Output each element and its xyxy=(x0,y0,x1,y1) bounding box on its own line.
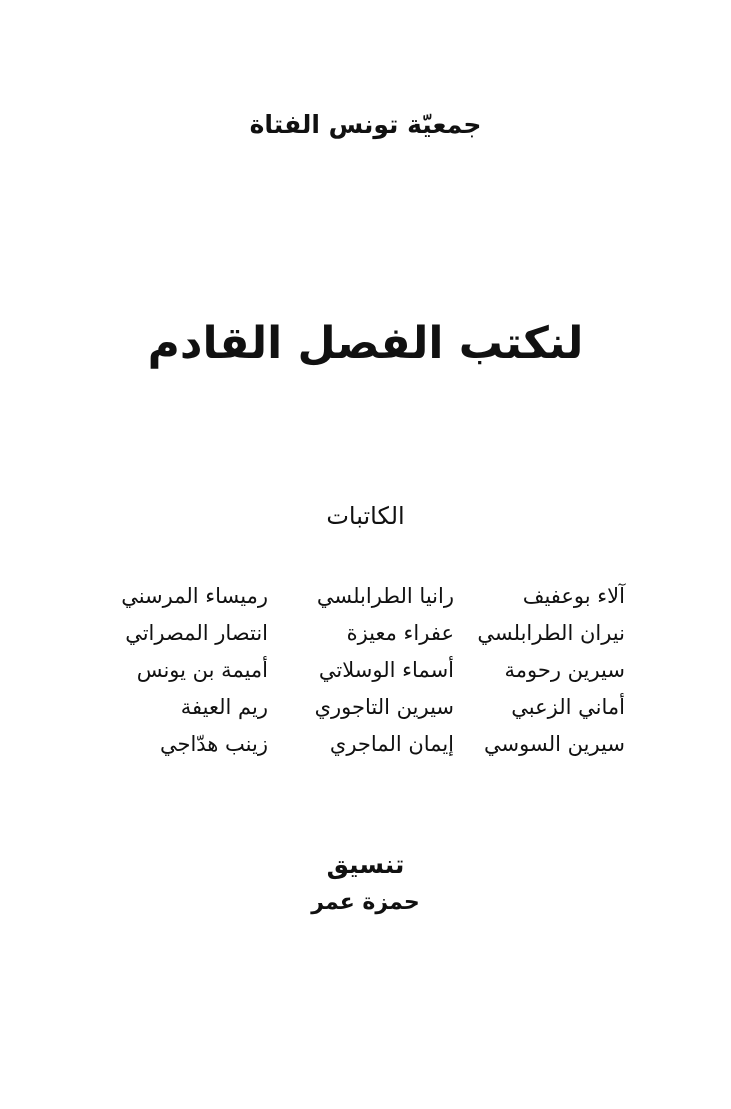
author-name: آلاء بوعفيف xyxy=(522,584,625,608)
author-name: ريم العيفة xyxy=(180,695,268,719)
author-name: أسماء الوسلاتي xyxy=(318,658,454,682)
author-name: زينب هدّاجي xyxy=(159,732,268,756)
author-name: سيرين التاجوري xyxy=(314,695,454,719)
author-name: نيران الطرابلسي xyxy=(477,621,625,645)
authors-heading: الكاتبات xyxy=(326,502,405,530)
authors-column-1 xyxy=(460,578,625,763)
author-name: عفراء معيزة xyxy=(346,621,454,645)
organization-name: جمعيّة تونس الفتاة xyxy=(249,110,482,139)
authors-column-3 xyxy=(118,578,268,763)
author-name: أماني الزعبي xyxy=(511,695,625,719)
author-name: سيرين السوسي xyxy=(484,732,625,756)
authors-column-2 xyxy=(274,578,454,763)
authors-list xyxy=(118,578,625,763)
author-name: رميساء المرسني xyxy=(121,584,268,608)
coordinator-name: حمزة عمر xyxy=(311,890,420,915)
coordination-heading: تنسيق xyxy=(326,850,405,879)
author-name: إيمان الماجري xyxy=(329,732,454,756)
author-name: سيرين رحومة xyxy=(504,658,625,682)
author-name: أميمة بن يونس xyxy=(136,658,268,682)
author-name: انتصار المصراتي xyxy=(125,621,268,645)
book-title: لنكتب الفصل القادم xyxy=(147,318,584,369)
author-name: رانيا الطرابلسي xyxy=(316,584,454,608)
